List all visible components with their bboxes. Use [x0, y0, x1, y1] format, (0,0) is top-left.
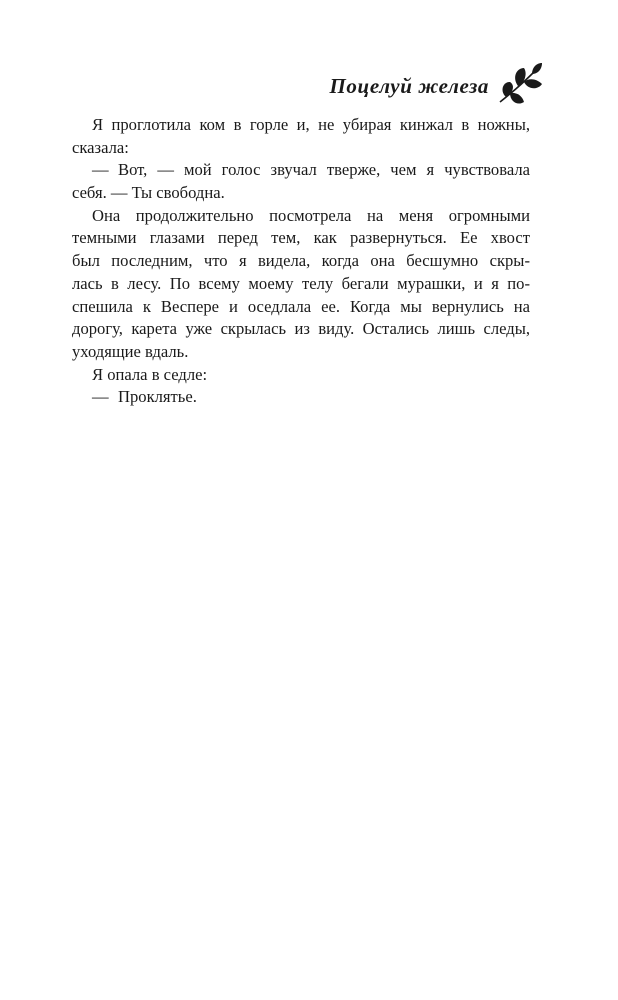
text-line: Вот, — мой голос звучал тверже, чем я чувствовала: [118, 160, 530, 180]
body-text: [72, 114, 530, 409]
dialogue-line: [72, 386, 530, 409]
dialogue-line: [72, 159, 530, 182]
running-title: Поцелуй железа: [329, 74, 489, 98]
text-line: Я проглотила ком в горле и, не убирая кинжал в ножны,: [92, 115, 530, 134]
text-line: сказала:: [72, 137, 129, 157]
leaf-branch-icon: [496, 62, 544, 106]
text-line: себя. — Ты свободна.: [72, 183, 225, 203]
text-line: уходящие вдаль.: [72, 341, 189, 361]
text-line: Проклятье.: [118, 387, 197, 407]
em-dash: —: [92, 160, 109, 180]
text-line: лась в лесу. По всему моему телу бегали мурашки, и я по-: [72, 273, 530, 293]
text-line: дорогу, карета уже скрылась из виду. Остались лишь следы,: [72, 319, 530, 339]
text-line: темными глазами перед тем, как развернуться. Ее хвост: [72, 228, 530, 248]
em-dash: —: [92, 387, 109, 407]
text-line: Она продолжительно посмотрела на меня огромными: [92, 205, 530, 225]
text-line: спешила к Веспере и оседлала ее. Когда мы вернулись на: [72, 296, 530, 316]
running-header: [0, 62, 618, 112]
text-line: Я опала в седле:: [92, 364, 208, 384]
text-line: был последним, что я видела, когда она бесшумно скры-: [72, 251, 530, 271]
